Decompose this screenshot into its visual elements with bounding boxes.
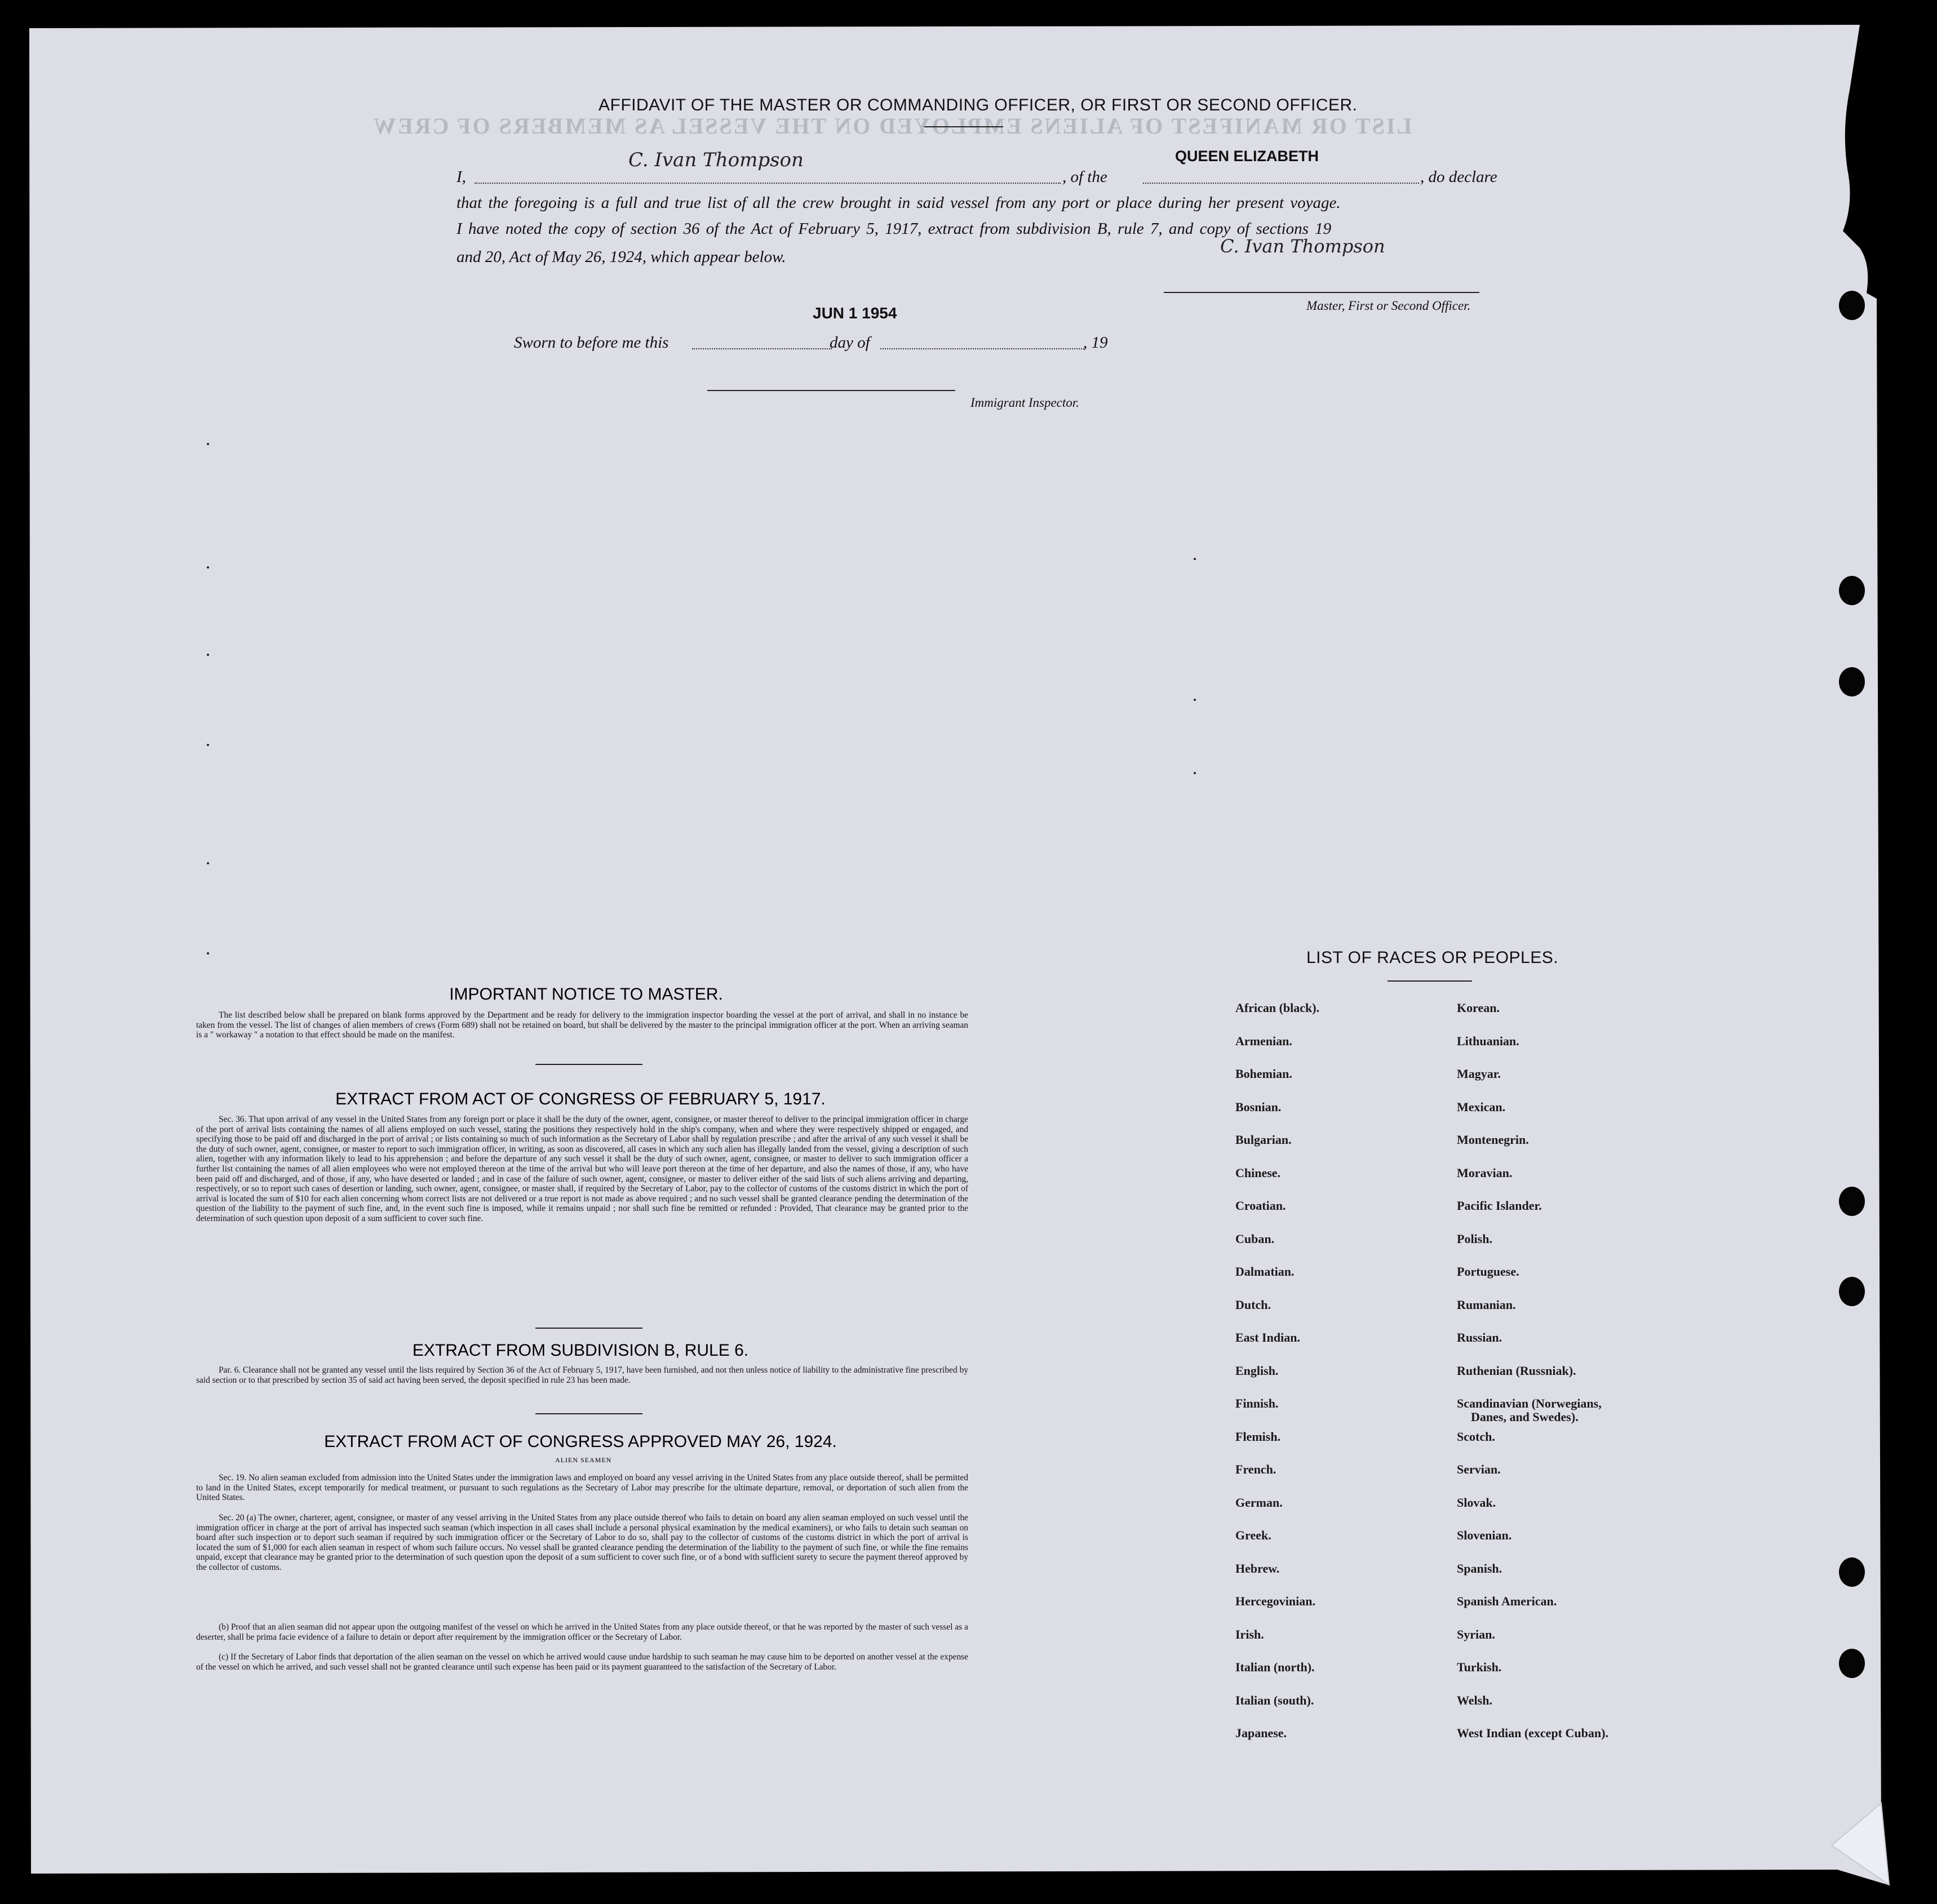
sworn-day-line <box>692 348 832 349</box>
dot-mark <box>207 744 209 746</box>
race-item-continuation: Danes, and Swedes). <box>1471 1410 1579 1424</box>
race-item: Cuban. <box>1235 1232 1275 1246</box>
race-item: Ruthenian (Russniak). <box>1457 1364 1576 1378</box>
race-item: Dutch. <box>1235 1298 1271 1312</box>
dot-mark <box>207 443 209 445</box>
punch-hole <box>1839 1187 1865 1216</box>
day-of-label: day of <box>830 334 870 352</box>
races-underline <box>1388 980 1472 982</box>
race-item: Turkish. <box>1457 1660 1502 1674</box>
race-item: Scandinavian (Norwegians, <box>1457 1396 1602 1410</box>
race-item: Bosnian. <box>1235 1100 1282 1114</box>
races-heading: LIST OF RACES OR PEOPLES. <box>1306 948 1559 967</box>
race-item: Portuguese. <box>1457 1264 1519 1279</box>
race-item: Russian. <box>1457 1330 1502 1344</box>
bleed-through-title: LIST OR MANIFEST OF ALIENS EMPLOYED ON THE VESSEL AS MEMBERS OF CREW <box>372 113 1412 139</box>
race-item: English. <box>1235 1364 1279 1378</box>
punch-hole <box>1839 1277 1865 1306</box>
race-item: Slovak. <box>1457 1495 1496 1510</box>
inspector-label: Immigrant Inspector. <box>970 396 1079 410</box>
race-item: Chinese. <box>1235 1166 1281 1180</box>
do-declare-label: , do declare <box>1420 168 1497 186</box>
race-item: West Indian (except Cuban). <box>1457 1726 1608 1740</box>
dot-mark <box>1194 699 1196 701</box>
race-item: Welsh. <box>1457 1693 1492 1707</box>
dot-mark <box>207 952 209 955</box>
dot-mark <box>207 566 209 569</box>
rule-6-body: Par. 6. Clearance shall not be granted any vessel until the lists required by Section 36 of the Act of February 5, 1917, have been furnished, and not then unless notice of liability to the administrative fine prescribed by said section or to that prescribed by section 35 of said act having been served, the deposit specified in rule 23 has been made. <box>196 1365 968 1385</box>
race-item: Hebrew. <box>1235 1561 1280 1575</box>
dot-mark <box>207 862 209 864</box>
race-item: Lithuanian. <box>1457 1034 1519 1048</box>
race-item: Italian (south). <box>1235 1693 1314 1707</box>
race-item: Bulgarian. <box>1235 1133 1292 1147</box>
vessel-line <box>1143 183 1419 184</box>
notice-body: The list described below shall be prepared on blank forms approved by the Department and be ready for delivery to the immigration inspector boarding the vessel at the port of arrival, and shall in no instance be taken from the vessel. The list of changes of alien members of crews (Form 689) shall not be retained on board, but shall be delivered by the master to the principal immigration officer at the port. When an arriving seaman is a " workaway " a notation to that effect should be made on the manifest. <box>196 1010 968 1040</box>
dot-mark <box>207 654 209 656</box>
act-1924-heading: EXTRACT FROM ACT OF CONGRESS APPROVED MAY 26, 1924. <box>324 1432 837 1451</box>
paper <box>29 25 1888 1885</box>
race-item: Spanish. <box>1457 1561 1502 1575</box>
separator-rule <box>535 1064 642 1065</box>
race-item: Rumanian. <box>1457 1298 1516 1312</box>
race-item: African (black). <box>1235 1001 1320 1015</box>
affidavit-line-2: I have noted the copy of section 36 of the Act of February 5, 1917, extract from subdivision B, rule 7, and copy of sections 19 <box>456 220 1332 238</box>
name-line <box>475 183 1061 184</box>
race-item: East Indian. <box>1235 1330 1300 1344</box>
race-item: French. <box>1235 1462 1276 1476</box>
notice-heading: IMPORTANT NOTICE TO MASTER. <box>449 985 723 1004</box>
race-item: Armenian. <box>1235 1034 1292 1048</box>
alien-seamen-subheading: ALIEN SEAMEN <box>555 1456 612 1464</box>
race-item: Syrian. <box>1457 1627 1495 1641</box>
act-1924-sec-20a: Sec. 20 (a) The owner, charterer, agent, consignee, or master of any vessel arriving in the United States from any place outside thereof who fails to detain on board any alien seaman employed on such vessel until the immigration officer in charge at the port of arrival has inspected such seaman (which inspection in all cases shall include a personal physical examination by the medical examiners), or who fails to detain such seaman on board after such inspection or to deport such seaman if required by such immigration officer or the Secretary of Labor to do so, shall pay to the collector of customs of the customs district in which the port of arrival is located the sum of $1,000 for each alien seaman in respect of whom such failure occurs. No vessel shall be granted clearance pending the determination of the liability to the payment of such fine, or while the fine remains unpaid, except that clearance may be granted prior to the determination of such question upon the deposit of a sum sufficient to cover such fine, or of a bond with sufficient surety to secure the payment thereof approved by the collector of customs. <box>196 1513 968 1572</box>
master-signature-1: C. Ivan Thompson <box>628 149 804 171</box>
master-label: Master, First or Second Officer. <box>1306 299 1471 313</box>
race-item: Korean. <box>1457 1001 1500 1015</box>
affidavit-title: AFFIDAVIT OF THE MASTER OR COMMANDING OFFICER, OR FIRST OR SECOND OFFICER. <box>599 96 1358 114</box>
punch-hole <box>1839 1649 1865 1678</box>
dot-mark <box>1194 772 1196 774</box>
act-1917-heading: EXTRACT FROM ACT OF CONGRESS OF FEBRUARY 5, 1917. <box>335 1090 826 1108</box>
race-item: Magyar. <box>1457 1067 1501 1081</box>
year-prefix: , 19 <box>1083 334 1108 352</box>
vessel-name-stamp: QUEEN ELIZABETH <box>1175 148 1319 165</box>
sworn-month-line <box>880 348 1084 349</box>
date-stamp: JUN 1 1954 <box>813 304 897 322</box>
of-the-label: , of the <box>1062 168 1107 186</box>
punch-hole <box>1839 1557 1865 1587</box>
race-item: Spanish American. <box>1457 1594 1557 1608</box>
race-item: Servian. <box>1457 1462 1501 1476</box>
separator-rule <box>535 1413 642 1414</box>
race-item: Montenegrin. <box>1457 1133 1529 1147</box>
race-item: Finnish. <box>1235 1396 1279 1410</box>
title-underline <box>924 126 1003 127</box>
master-signature-2: C. Ivan Thompson <box>1220 236 1385 257</box>
race-item: Mexican. <box>1457 1100 1506 1114</box>
race-item: Slovenian. <box>1457 1528 1512 1542</box>
affidavit-line-3: and 20, Act of May 26, 1924, which appear below. <box>456 248 786 266</box>
sworn-label: Sworn to before me this <box>514 334 669 352</box>
race-item: Flemish. <box>1235 1430 1281 1444</box>
master-signature-line <box>1164 292 1479 293</box>
punch-hole <box>1839 576 1865 605</box>
punch-hole <box>1839 291 1865 320</box>
race-item: Croatian. <box>1235 1199 1286 1213</box>
race-item: Greek. <box>1235 1528 1271 1542</box>
affidavit-line-1: that the foregoing is a full and true list of all the crew brought in said vessel from any port or place during her present voyage. <box>456 194 1341 212</box>
race-item: German. <box>1235 1495 1283 1510</box>
inspector-signature-line <box>707 390 955 391</box>
race-item: Scotch. <box>1457 1430 1495 1444</box>
race-item: Japanese. <box>1235 1726 1287 1740</box>
act-1924-sec-20b: (b) Proof that an alien seaman did not appear upon the outgoing manifest of the vessel on which he arrived in the United States from any place outside thereof, or that he was reported by the master of such vessel as a deserter, shall be prima facie evidence of a failure to detain or deport after requirement by the immigration officer or the Secretary of Labor. <box>196 1622 968 1642</box>
race-item: Bohemian. <box>1235 1067 1292 1081</box>
rule-6-heading: EXTRACT FROM SUBDIVISION B, RULE 6. <box>412 1341 749 1360</box>
act-1924-sec-19: Sec. 19. No alien seaman excluded from admission into the United States under the immigration laws and employed on board any vessel arriving in the United States from any place outside thereof, shall be permitted to land in the United States, except temporarily for medical treatment, or pursuant to such regulations as the Secretary of Labor may prescribe for the ultimate departure, removal, or deportation of such alien from the United States. <box>196 1473 968 1503</box>
race-item: Pacific Islander. <box>1457 1199 1542 1213</box>
act-1917-body: Sec. 36. That upon arrival of any vessel in the United States from any foreign port or place it shall be the duty of the owner, agent, consignee, or master thereof to deliver to the principal immigration officer in charge of the port of arrival lists containing the names of all aliens employed on such vessel, stating the positions they respectively hold in the ship's company, when and where they were respectively shipped or engaged, and specifying those to be paid off and discharged in the port of arrival ; or lists containing so much of such information as the Secretary of Labor shall by regulation prescribe ; and after the arrival of any such vessel it shall be the duty of such owner, agent, consignee, or master to report to such immigration officer, in writing, as soon as discovered, all cases in which any such alien has illegally landed from the vessel, giving a description of such alien, together with any information likely to lead to his apprehension ; and before the departure of any such vessel it shall be the duty of such owner, agent, consignee, or master to deliver to such immigration officer a further list containing the names of all alien employees who were not employed thereon at the time of the arrival but who will leave port thereon at the time of her departure, and also the names of those, if any, who have been paid off and discharged, and of those, if any, who have deserted or landed ; and in case of the failure of such owner, agent, consignee, or master to deliver either of the said lists of such aliens arriving and departing, respectively, or so to report such cases of desertion or landing, such owner, agent, consignee, or master shall, if required by the Secretary of Labor, pay to the collector of customs of the customs district in which the port of arrival is located the sum of $10 for each alien concerning whom correct lists are not delivered or a true report is not made as above required ; and no such vessel shall be granted clearance pending the determination of the question of the liability to the payment of such fine, and, in the event such fine is imposed, while it remains unpaid ; nor shall such fine be remitted or refunded : Provided, That clearance may be granted prior to the determination of such question upon deposit of a sum sufficient to cover such fine. <box>196 1115 968 1223</box>
punch-hole <box>1839 667 1865 696</box>
act-1924-sec-20c: (c) If the Secretary of Labor finds that deportation of the alien seaman on the vessel on which he arrived would cause undue hardship to such seaman he may cause him to be deported on another vessel at the expense of the vessel on which he arrived, and such vessel shall not be granted clearance until such expense has been paid or its payment guaranteed to the satisfaction of the Secretary of Labor. <box>196 1652 968 1672</box>
race-item: Hercegovinian. <box>1235 1594 1315 1608</box>
separator-rule <box>535 1328 642 1329</box>
race-item: Dalmatian. <box>1235 1264 1295 1279</box>
race-item: Moravian. <box>1457 1166 1513 1180</box>
race-item: Polish. <box>1457 1232 1492 1246</box>
affidavit-i-label: I, <box>456 168 466 186</box>
dot-mark <box>1194 558 1196 560</box>
race-item: Irish. <box>1235 1627 1264 1641</box>
race-item: Italian (north). <box>1235 1660 1315 1674</box>
